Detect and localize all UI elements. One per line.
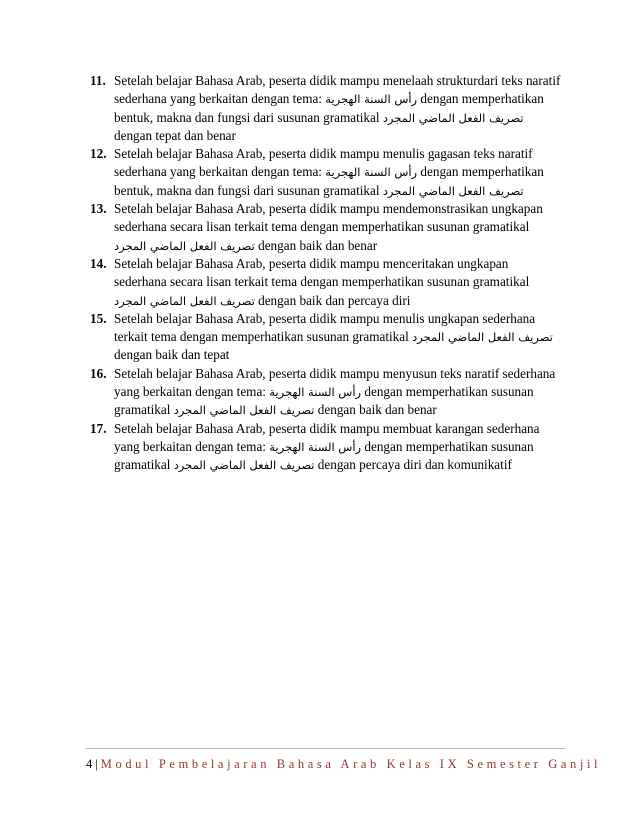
page-footer — [86, 748, 602, 772]
objective-text: Setelah belajar Bahasa Arab, peserta didik mampu mendemonstrasikan ungkapan sederhana secara lisan terkait tema dengan memperhatikan susunan gramatikal — [114, 201, 543, 235]
arabic-term: رأس السنة الهجرية — [269, 385, 362, 400]
arabic-term: رأس السنة الهجرية — [325, 165, 418, 180]
objective-text: Setelah belajar Bahasa Arab, peserta didik mampu menulis ungkapan sederhana terkait tema dengan memperhatikan susunan gramatikal — [114, 310, 536, 345]
objective-text: dengan memperhatikan bentuk, makna dan fungsi dari susunan gramatikal — [114, 164, 544, 198]
objective-number: 13. — [90, 201, 107, 217]
objective-item — [90, 420, 564, 475]
objective-text: dengan memperhatikan bentuk, makna dan fungsi dari susunan gramatikal — [114, 91, 544, 125]
footer-separator: | — [95, 757, 98, 771]
objective-text: Setelah belajar Bahasa Arab, peserta didik mampu menceritakan ungkapan sederhana secara lisan terkait tema dengan memperhatikan susunan gramatikal — [114, 255, 530, 290]
arabic-term: تصريف الفعل الماضي المجرد — [114, 293, 255, 308]
objective-text: dengan baik dan tepat — [114, 347, 230, 363]
objective-text: dengan memperhatikan susunan gramatikal — [114, 384, 534, 418]
objective-text: Setelah belajar Bahasa Arab, peserta didik mampu menulis gagasan teks naratif sederhana yang berkaitan dengan tema: — [114, 146, 533, 180]
objective-text: dengan baik dan benar — [254, 237, 378, 253]
objective-item — [90, 200, 564, 255]
objective-text: dengan tepat dan benar — [114, 127, 236, 143]
objective-text: Setelah belajar Bahasa Arab, peserta didik mampu menelaah strukturdari teks naratif sederhana yang berkaitan dengan tema: — [114, 73, 561, 107]
objective-text: dengan baik dan benar — [314, 402, 437, 418]
objective-text: dengan memperhatikan susunan gramatikal — [114, 438, 534, 473]
footer-title: Modul Pembelajaran Bahasa Arab Kelas IX Semester Ganjil — [100, 757, 602, 771]
objective-text: Setelah belajar Bahasa Arab, peserta didik mampu menyusun teks naratif sederhana yang berkaitan dengan tema: — [114, 365, 556, 400]
objective-number: 17. — [90, 420, 107, 436]
objective-text: dengan baik dan percaya diri — [254, 292, 411, 308]
arabic-term: تصريف الفعل الماضي المجرد — [173, 403, 315, 418]
arabic-term: تصريف الفعل الماضي المجرد — [382, 110, 524, 125]
objective-number: 15. — [90, 310, 107, 326]
objective-item — [90, 365, 564, 420]
objective-number: 12. — [90, 146, 107, 162]
objectives-list — [90, 72, 564, 475]
objective-item — [90, 72, 564, 145]
objective-number: 16. — [90, 365, 107, 381]
arabic-term: تصريف الفعل الماضي المجرد — [412, 330, 553, 345]
arabic-term: تصريف الفعل الماضي المجرد — [382, 183, 524, 198]
objective-number: 11. — [90, 73, 106, 88]
objective-text: dengan percaya diri dan komunikatif — [314, 457, 512, 473]
objective-number: 14. — [90, 255, 107, 271]
objective-item — [90, 145, 564, 200]
page-number: 4 — [86, 757, 93, 771]
objective-item — [90, 255, 564, 310]
arabic-term: تصريف الفعل الماضي المجرد — [173, 458, 315, 473]
objective-text: Setelah belajar Bahasa Arab, peserta didik mampu membuat karangan sederhana yang berkaitan dengan tema: — [114, 420, 540, 454]
arabic-term: تصريف الفعل الماضي المجرد — [114, 238, 255, 253]
objective-item — [90, 310, 564, 365]
arabic-term: رأس السنة الهجرية — [269, 439, 362, 454]
arabic-term: رأس السنة الهجرية — [325, 92, 418, 107]
